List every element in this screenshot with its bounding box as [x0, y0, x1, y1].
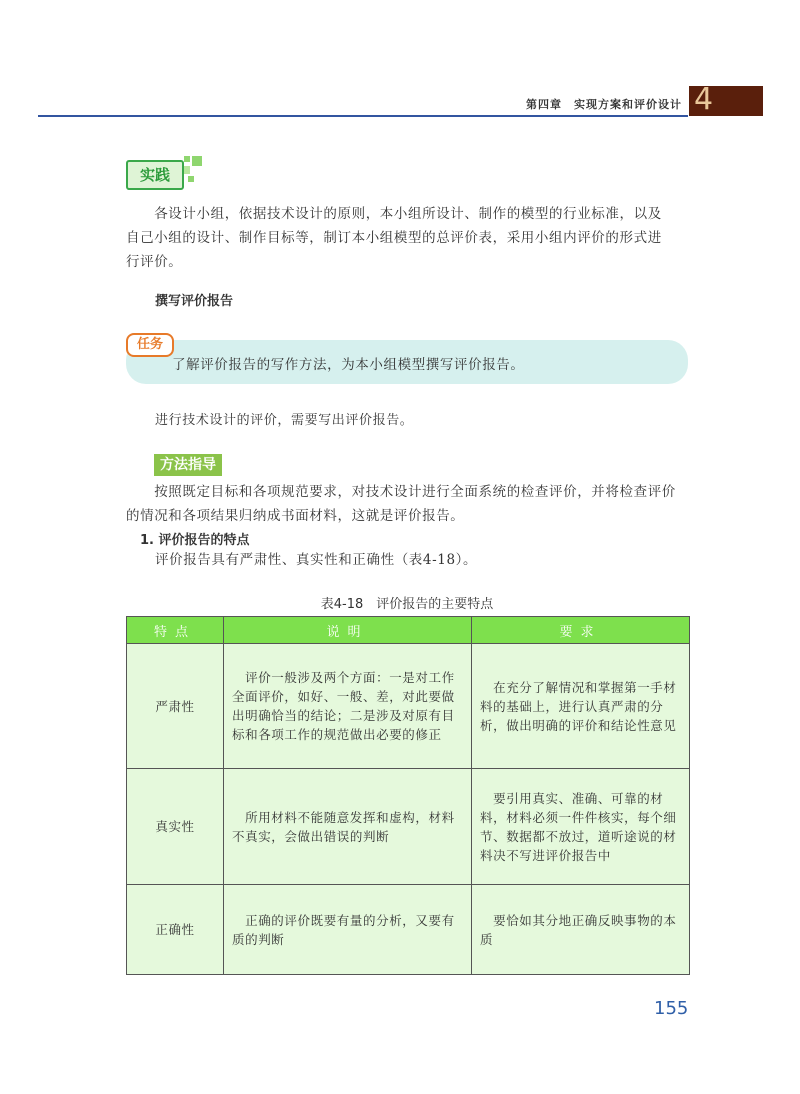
method-paragraph [126, 480, 688, 528]
task-tag: 任务 [126, 333, 174, 357]
text-line: 按照既定目标和各项规范要求，对技术设计进行全面系统的检查评价，并将检查评价 [126, 484, 676, 500]
req-cell: 要引用真实、准确、可靠的材料，材料必须一件件核实，每个细节、数据都不放过，道听途说的材料决不写进评价报告中 [472, 769, 690, 885]
table-row [127, 769, 690, 885]
decor-square [188, 176, 194, 182]
table-caption: 表4-18 评价报告的主要特点 [320, 597, 494, 612]
chapter-title: 第四章 实现方案和评价设计 [526, 98, 682, 111]
page-number: 155 [654, 998, 689, 1019]
text-line: 自己小组的设计、制作目标等，制订本小组模型的总评价表，采用小组内评价的形式进 [126, 230, 662, 246]
table-header-row [127, 617, 690, 644]
subtext: 评价报告具有严肃性、真实性和正确性（表4-18）。 [155, 552, 478, 568]
features-table [126, 616, 690, 975]
decor-square [184, 156, 190, 162]
header-cell: 说明 [224, 617, 472, 644]
chapter-number: 4 [694, 82, 714, 117]
intro-text: 进行技术设计的评价，需要写出评价报告。 [155, 413, 414, 428]
text-line: 各设计小组，依据技术设计的原则，本小组所设计、制作的模型的行业标准，以及 [126, 206, 662, 222]
header-rule [38, 115, 688, 117]
practice-badge: 实践 [126, 160, 184, 190]
desc-cell: 正确的评价既要有量的分析，又要有质的判断 [224, 885, 472, 975]
practice-paragraph [126, 202, 688, 274]
text-line: 的情况和各项结果归纳成书面材料，这就是评价报告。 [126, 508, 465, 524]
decor-square [192, 156, 202, 166]
text-line: 行评价。 [126, 254, 183, 270]
header-cell: 要求 [472, 617, 690, 644]
feature-cell: 真实性 [127, 769, 224, 885]
req-cell: 要恰如其分地正确反映事物的本质 [472, 885, 690, 975]
desc-cell: 所用材料不能随意发挥和虚构，材料不真实，会做出错误的判断 [224, 769, 472, 885]
subheading: 1. 评价报告的特点 [140, 533, 250, 548]
feature-cell: 正确性 [127, 885, 224, 975]
header-cell: 特点 [127, 617, 224, 644]
req-cell: 在充分了解情况和掌握第一手材料的基础上，进行认真严肃的分析，做出明确的评价和结论性意见 [472, 644, 690, 769]
method-badge: 方法指导 [154, 454, 222, 476]
section-title: 撰写评价报告 [155, 294, 234, 309]
task-text: 了解评价报告的写作方法，为本小组模型撰写评价报告。 [172, 357, 525, 373]
feature-cell: 严肃性 [127, 644, 224, 769]
table-row [127, 885, 690, 975]
desc-cell: 评价一般涉及两个方面：一是对工作全面评价，如好、一般、差，对此要做出明确恰当的结论；二是涉及对原有目标和各项工作的规范做出必要的修正 [224, 644, 472, 769]
table-row [127, 644, 690, 769]
